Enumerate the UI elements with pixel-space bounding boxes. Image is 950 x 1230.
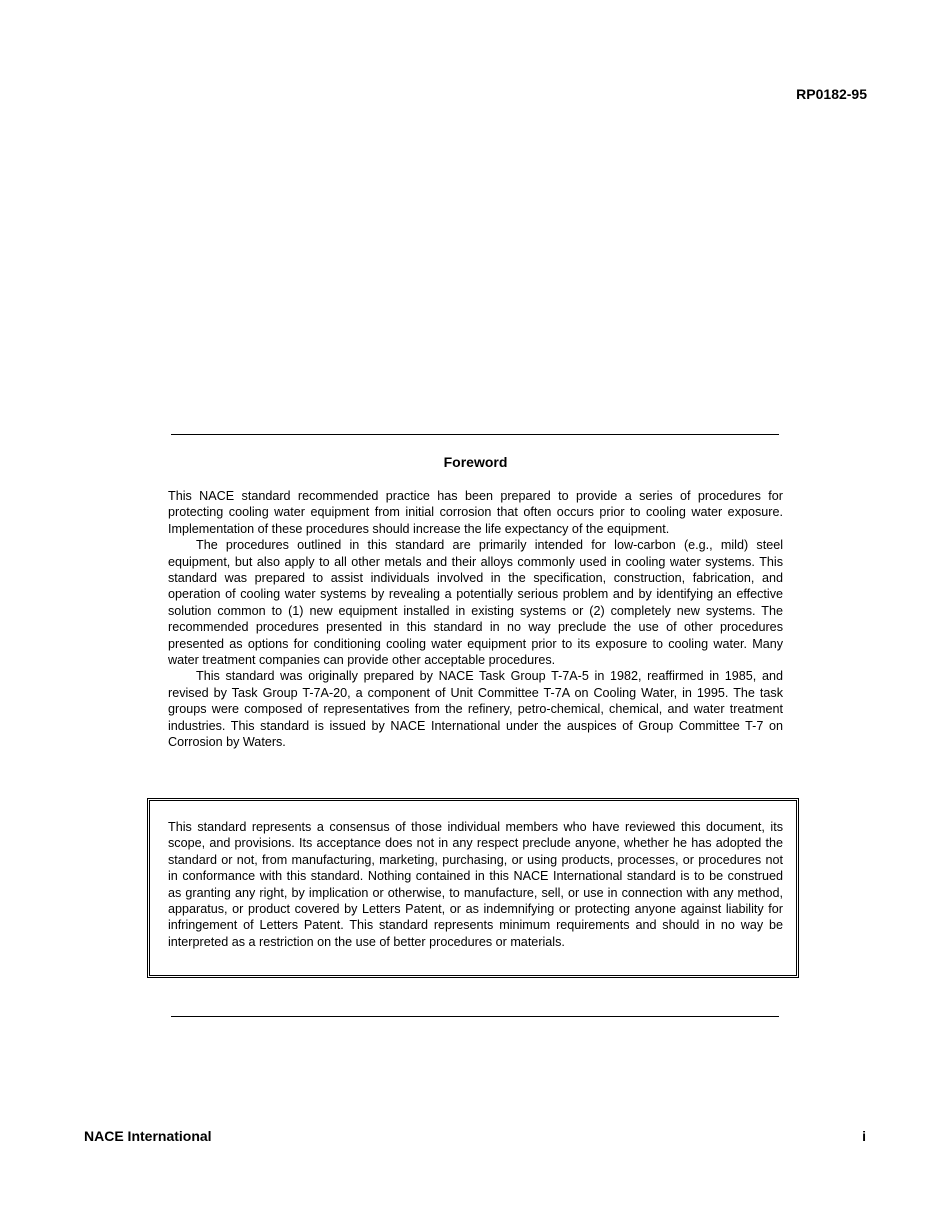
page-number: i [862,1128,866,1144]
consensus-notice-text: This standard represents a consensus of those individual members who have reviewed this document, its scope, and provisions. Its acceptance does not in any respect preclude anyone, whether he has adopted the standard or not, from manufacturing, marketing, purchasing, or using products, processes, or procedures not in conformance with this standard. Nothing contained in this NACE International standard is to be construed as granting any right, by implication or otherwise, to manufacture, sell, or use in connection with any method, apparatus, or product covered by Letters Patent, or as indemnifying or protecting anyone against liability for infringement of Letters Patent. This standard represents minimum requirements and should in no way be interpreted as a restriction on the use of better procedures or materials. [168,820,783,949]
footer-publisher: NACE International [84,1128,212,1144]
foreword-title: Foreword [443,454,508,470]
document-id: RP0182-95 [796,86,867,102]
bottom-divider [171,1016,779,1017]
foreword-paragraph-2: The procedures outlined in this standard are primarily intended for low-carbon (e.g., mild) steel equipment, but also apply to all other metals and their alloys commonly used in cooling water systems. This standard was prepared to assist individuals involved in the specification, construction, fabrication, and operation of cooling water systems by revealing a potentially serious problem and by identifying an effective solution common to (1) new equipment installed in existing systems or (2) completely new systems. The recommended procedures presented in this standard in no way preclude the use of other procedures presented as options for conditioning cooling water equipment prior to its exposure to cooling water. Many water treatment companies can provide other acceptable procedures. [168,538,783,668]
foreword-paragraph-3: This standard was originally prepared by NACE Task Group T-7A-5 in 1982, reaffirmed in 1985, and revised by Task Group T-7A-20, a component of Unit Committee T-7A on Cooling Water, in 1995. The task groups were composed of representatives from the refinery, petro-chemical, chemical, and water treatment industries. This standard is issued by NACE International under the auspices of Group Committee T-7 on Corrosion by Waters. [168,669,783,750]
foreword-body [168,488,783,751]
foreword-paragraph-1: This NACE standard recommended practice has been prepared to provide a series of procedures for protecting cooling water equipment from initial corrosion that often occurs prior to cooling water exposure. Implementation of these procedures should increase the life expectancy of the equipment. [168,489,783,536]
top-divider [171,434,779,435]
consensus-notice-box [147,798,799,978]
